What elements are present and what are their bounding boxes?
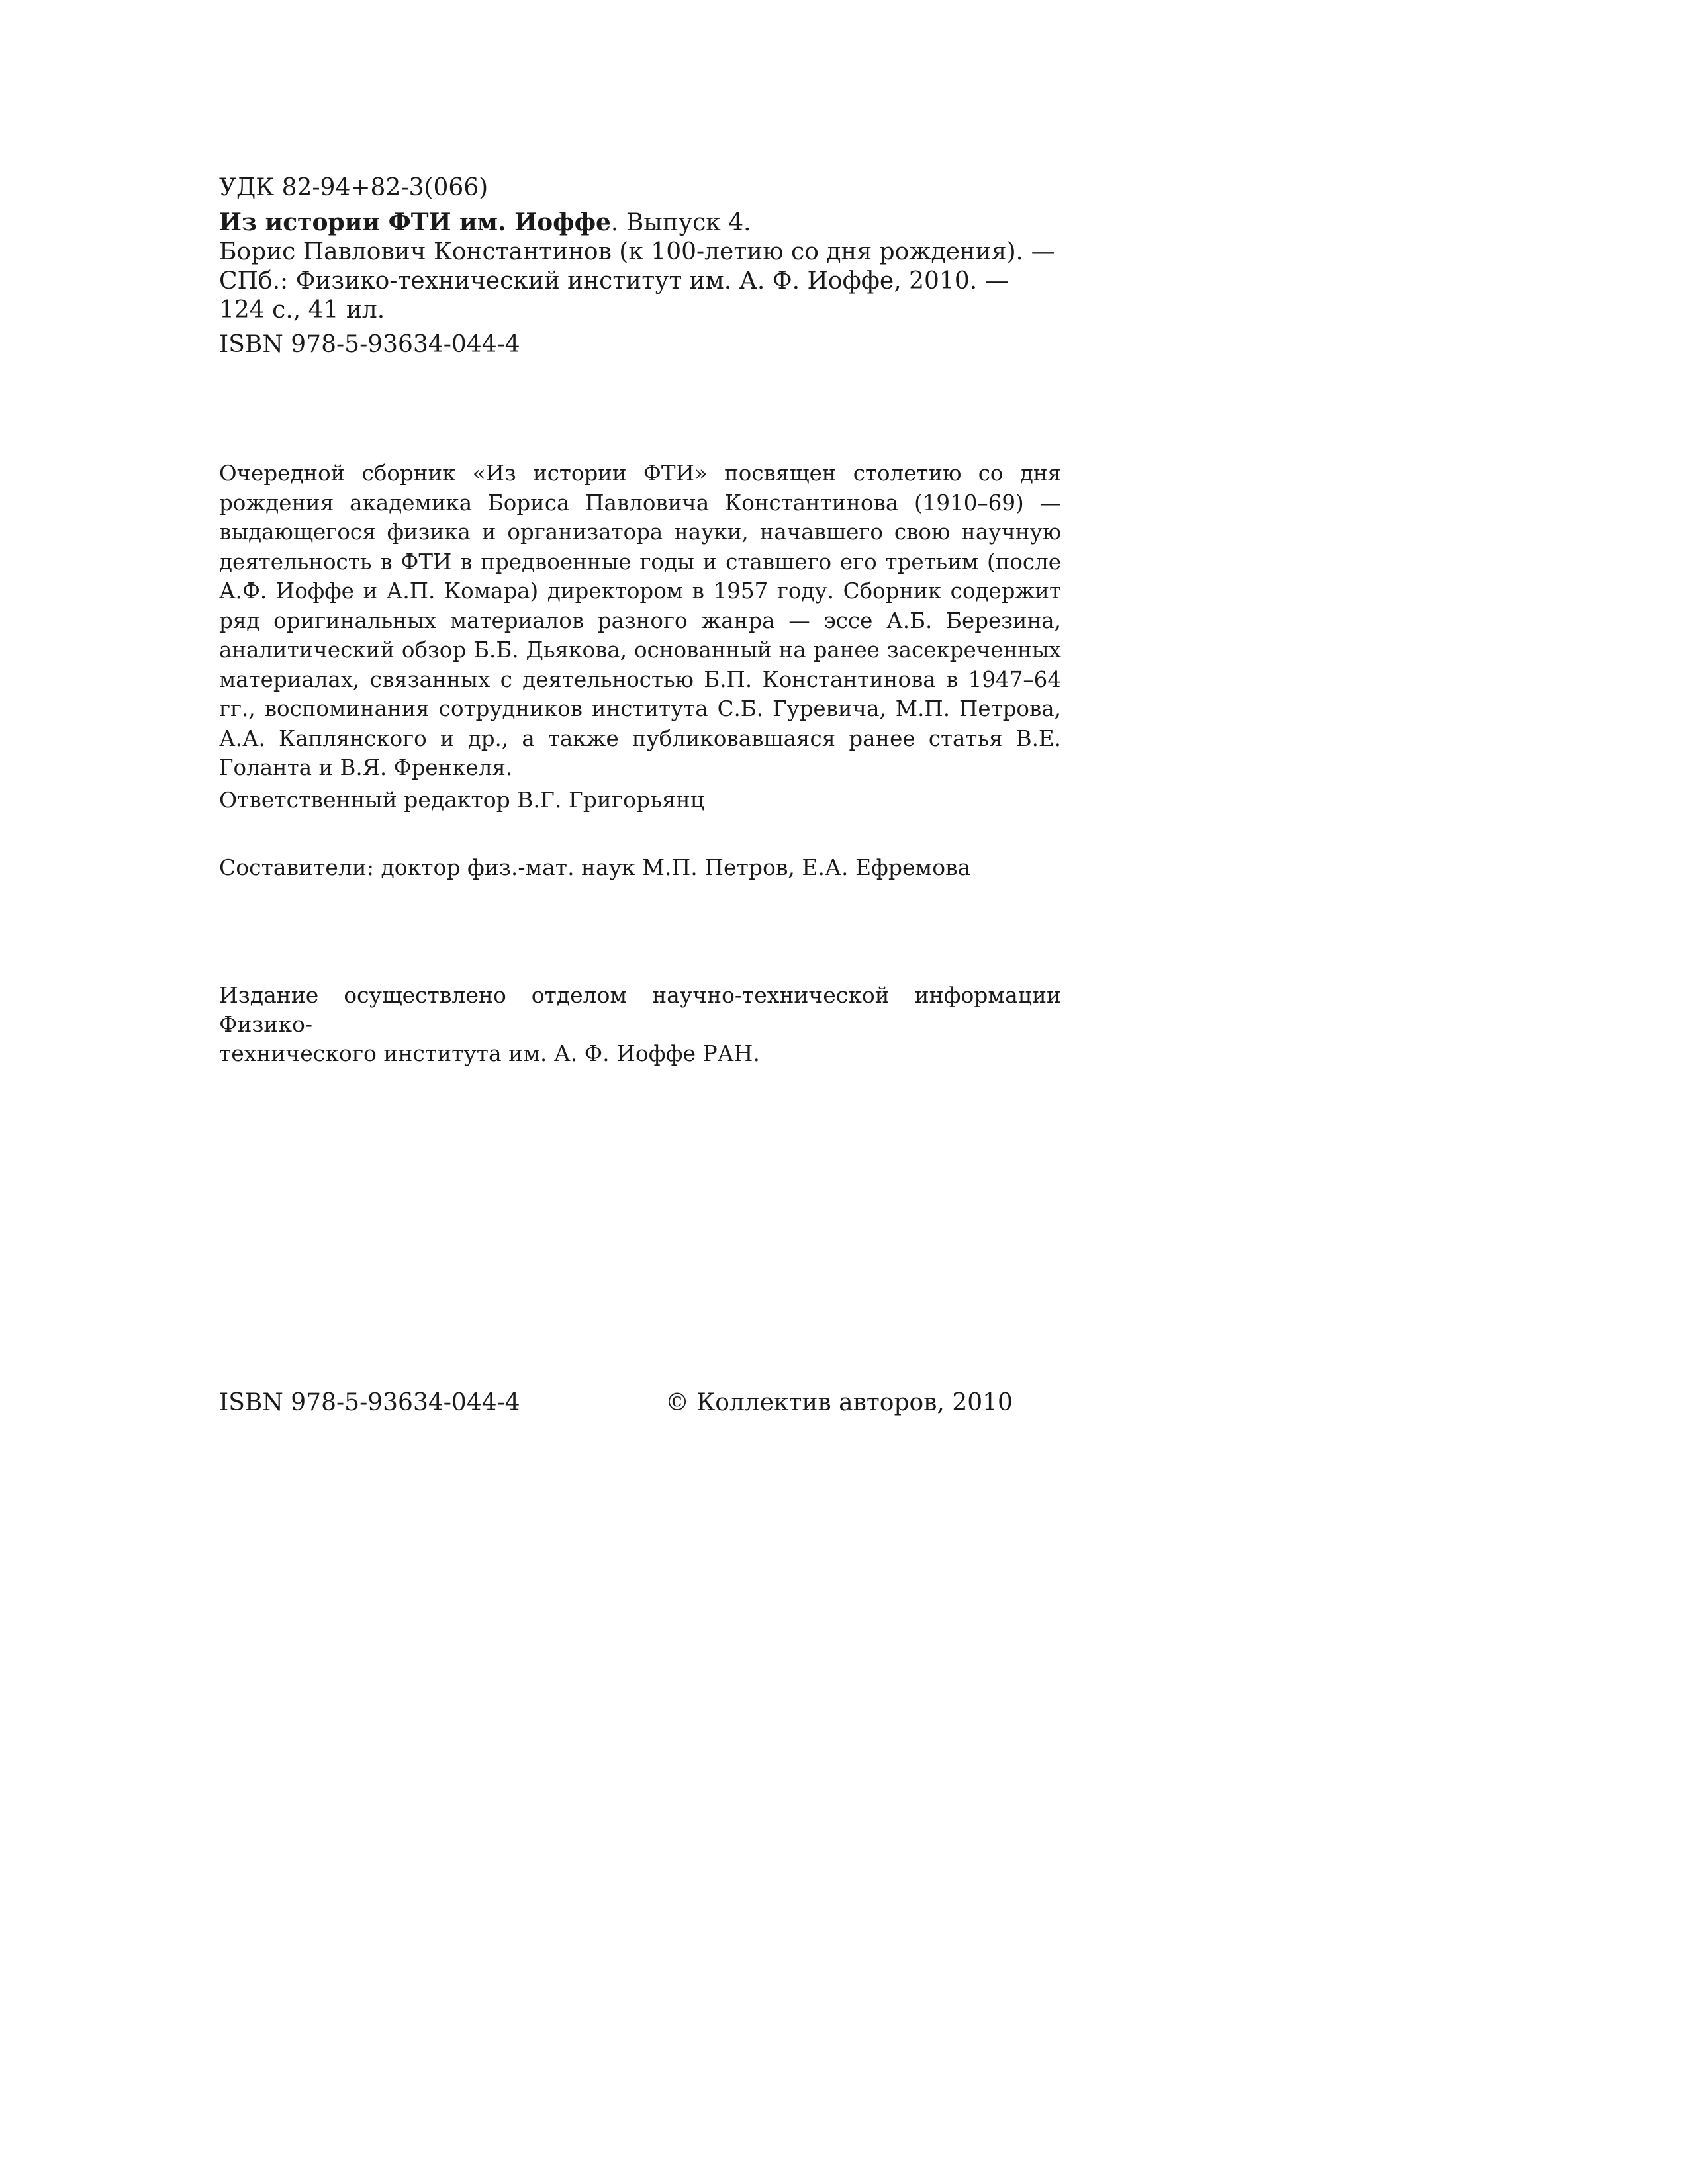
issue-number: . Выпуск 4. <box>610 209 751 236</box>
subject-line: Борис Павлович Константинов (к 100-летию со дня рождения). — <box>219 238 1055 265</box>
imprint-line: СПб.: Физико-технический институт им. А. Ф. Иоффе, 2010. — <box>219 267 1009 295</box>
series-line <box>219 208 1066 238</box>
responsible-editor: Ответственный редактор В.Г. Григорьянц <box>219 787 705 813</box>
abstract-text: Очередной сборник «Из истории ФТИ» посвящен столетию со дня рождения академика Бориса Павловича Константинова (1910–69) — выдающегося физика и организатора науки, начавшего свою научную деятельность в ФТИ в предвоенные годы и ставшего его третьим (после А.Ф. Иоффе и А.П. Комара) директором в 1957 году. Сборник содержит ряд оригинальных материалов разного жанра — эссе А.Б. Березина, аналитический обзор Б.Б. Дьякова, основанный на ранее засекреченных материалах, связанных с деятельностью Б.П. Константинова в 1947–64 гг., воспоминания сотрудников института С.Б. Гуревича, М.П. Петрова, А.А. Каплянского и др., а также публиковавшаяся ранее статья В.Е. Голанта и В.Я. Френкеля. <box>219 461 1061 780</box>
publisher-note <box>219 981 1061 1068</box>
abstract <box>219 459 1061 783</box>
udk-code: УДК 82-94+82-3(066) <box>219 174 489 201</box>
extent-line: 124 с., 41 ил. <box>219 296 385 324</box>
publisher-note-line-1: Издание осуществлено отделом научно-технической информации Физико- <box>219 982 1061 1037</box>
footer-isbn: ISBN 978-5-93634-044-4 <box>219 1389 520 1416</box>
bibliographic-record <box>219 173 1066 359</box>
copyright-notice: © Коллектив авторов, 2010 <box>665 1389 1013 1416</box>
compilers: Составители: доктор физ.-мат. наук М.П. Петров, Е.А. Ефремова <box>219 854 971 880</box>
publisher-note-line-2: технического института им. А. Ф. Иоффе РАН. <box>219 1040 760 1066</box>
isbn-line: ISBN 978-5-93634-044-4 <box>219 331 520 358</box>
series-title: Из истории ФТИ им. Иоффе <box>219 208 611 236</box>
